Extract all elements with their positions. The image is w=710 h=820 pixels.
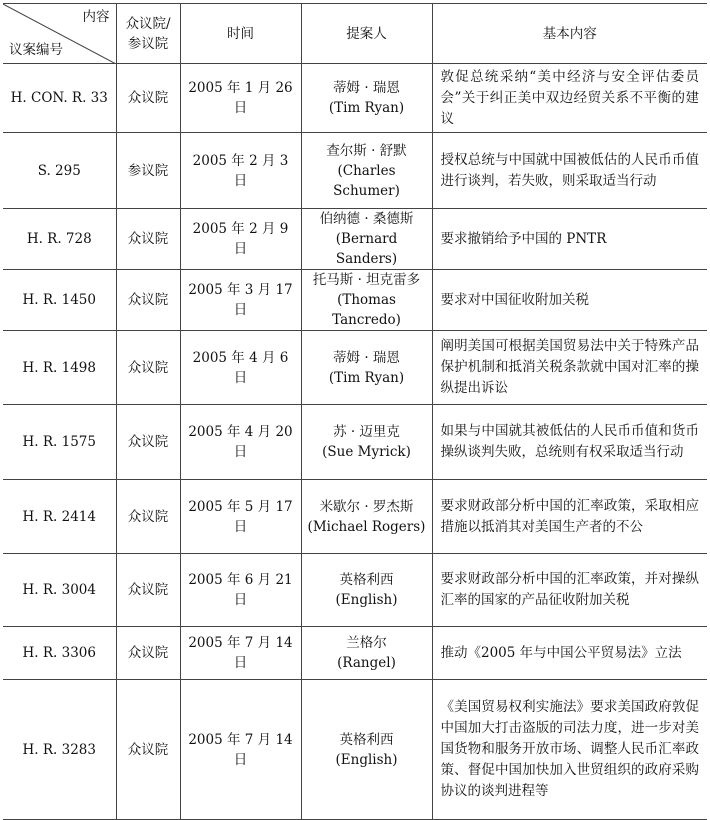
chamber: 众议院: [116, 405, 180, 480]
date: 2005 年 1 月 26 日: [180, 64, 301, 133]
header-row: [3, 4, 707, 64]
chamber: 众议院: [116, 680, 180, 820]
proposer: [301, 331, 432, 405]
bill-content: 要求对中国征收附加关税: [432, 270, 707, 331]
bill-number: H. R. 3283: [3, 680, 116, 820]
chamber: 众议院: [116, 627, 180, 680]
proposer-name-cn: 英格利西: [339, 572, 394, 588]
bill-number: H. R. 1575: [3, 405, 116, 480]
bill-number: H. R. 1498: [3, 331, 116, 405]
table-row: [3, 680, 707, 820]
proposer-name-en: (English): [335, 592, 398, 608]
chamber: 众议院: [116, 480, 180, 554]
chamber: 众议院: [116, 270, 180, 331]
bill-content: 要求撤销给予中国的 PNTR: [432, 209, 707, 270]
date: 2005 年 3 月 17 日: [180, 270, 301, 331]
date: 2005 年 6 月 21 日: [180, 554, 301, 627]
date: 2005 年 4 月 20 日: [180, 405, 301, 480]
proposer-name-cn: 米歇尔 · 罗杰斯: [319, 498, 414, 515]
table-row: [3, 133, 707, 209]
proposer: [301, 405, 432, 480]
header-content: 基本内容: [432, 4, 707, 64]
bill-content: 敦促总统采纳“美中经济与安全评估委员会”关于纠正美中双边经贸关系不平衡的建议: [432, 64, 707, 133]
corner-header-cell: [3, 4, 116, 64]
table-container: [3, 3, 707, 820]
table-row: [3, 627, 707, 680]
proposer-name-cn: 蒂姆 · 瑞恩: [333, 80, 400, 96]
bill-number: H. R. 3306: [3, 627, 116, 680]
proposer: [301, 133, 432, 209]
date: 2005 年 5 月 17 日: [180, 480, 301, 554]
proposer: [301, 627, 432, 680]
bill-number: S. 295: [3, 133, 116, 209]
table-row: [3, 270, 707, 331]
bill-content: 授权总统与中国就中国被低估的人民币币值进行谈判，若失败，则采取适当行动: [432, 133, 707, 209]
proposer: [301, 64, 432, 133]
proposer-name-en: (Michael Rogers): [307, 518, 426, 535]
bill-number: H. CON. R. 33: [3, 64, 116, 133]
proposer-name-cn: 苏 · 迈里克: [333, 424, 400, 440]
proposer-name-en: (Bernard Sanders): [335, 231, 398, 267]
bill-content: 阐明美国可根据美国贸易法中关于特殊产品保护机制和抵消关税条款就中国对汇率的操纵提出诉讼: [432, 331, 707, 405]
table-row: [3, 405, 707, 480]
date: 2005 年 2 月 3 日: [180, 133, 301, 209]
proposer: [301, 209, 432, 270]
proposer-name-cn: 兰格尔: [346, 635, 387, 651]
proposer-name-en: (Tim Ryan): [328, 100, 405, 116]
header-date: 时间: [180, 4, 301, 64]
bill-content: 《美国贸易权利实施法》要求美国政府敦促中国加大打击盗版的司法力度，进一步对美国货物和服务开放市场、调整人民币汇率政策、督促中国加快加入世贸组织的政府采购协议的谈判进程等: [432, 680, 707, 820]
table-row: [3, 480, 707, 554]
chamber: 众议院: [116, 64, 180, 133]
proposer-name-en: (Sue Myrick): [322, 444, 411, 460]
corner-header-bill-number: 议案编号: [9, 42, 63, 58]
chamber: 参议院: [116, 133, 180, 209]
bill-content: 要求财政部分析中国的汇率政策，并对操纵汇率的国家的产品征收附加关税: [432, 554, 707, 627]
table-row: [3, 331, 707, 405]
proposer-name-cn: 伯纳德 · 桑德斯: [319, 211, 414, 227]
proposer: [301, 680, 432, 820]
table-row: [3, 209, 707, 270]
bill-number: H. R. 2414: [3, 480, 116, 554]
bill-number: H. R. 728: [3, 209, 116, 270]
header-chamber: 众议院/参议院: [116, 4, 180, 64]
bill-number: H. R. 3004: [3, 554, 116, 627]
bill-content: 要求财政部分析中国的汇率政策，采取相应措施以抵消其对美国生产者的不公: [432, 480, 707, 554]
table-row: [3, 64, 707, 133]
table-row: [3, 554, 707, 627]
header-proposer: 提案人: [301, 4, 432, 64]
proposer-name-cn: 查尔斯 · 舒默: [326, 142, 407, 159]
bill-table: [3, 3, 707, 820]
proposer-name-en: (Rangel): [337, 655, 396, 671]
bill-content: 推动《2005 年与中国公平贸易法》立法: [432, 627, 707, 680]
date: 2005 年 4 月 6 日: [180, 331, 301, 405]
proposer-name-en: (Tim Ryan): [328, 369, 405, 386]
proposer-name-en: (English): [335, 751, 398, 768]
bill-content: 如果与中国就其被低估的人民币币值和货币操纵谈判失败，总统则有权采取适当行动: [432, 405, 707, 480]
proposer-name-en: (Charles Schumer): [333, 162, 400, 199]
proposer-name-en: (Thomas Tancredo): [332, 292, 401, 328]
proposer-name-cn: 蒂姆 · 瑞恩: [333, 349, 400, 366]
bill-number: H. R. 1450: [3, 270, 116, 331]
chamber: 众议院: [116, 554, 180, 627]
proposer: [301, 270, 432, 331]
date: 2005 年 2 月 9 日: [180, 209, 301, 270]
proposer-name-cn: 托马斯 · 坦克雷多: [312, 272, 421, 288]
chamber: 众议院: [116, 209, 180, 270]
proposer: [301, 480, 432, 554]
proposer: [301, 554, 432, 627]
date: 2005 年 7 月 14 日: [180, 680, 301, 820]
corner-header-content: 内容: [82, 9, 110, 25]
chamber: 众议院: [116, 331, 180, 405]
proposer-name-cn: 英格利西: [339, 731, 394, 748]
date: 2005 年 7 月 14 日: [180, 627, 301, 680]
